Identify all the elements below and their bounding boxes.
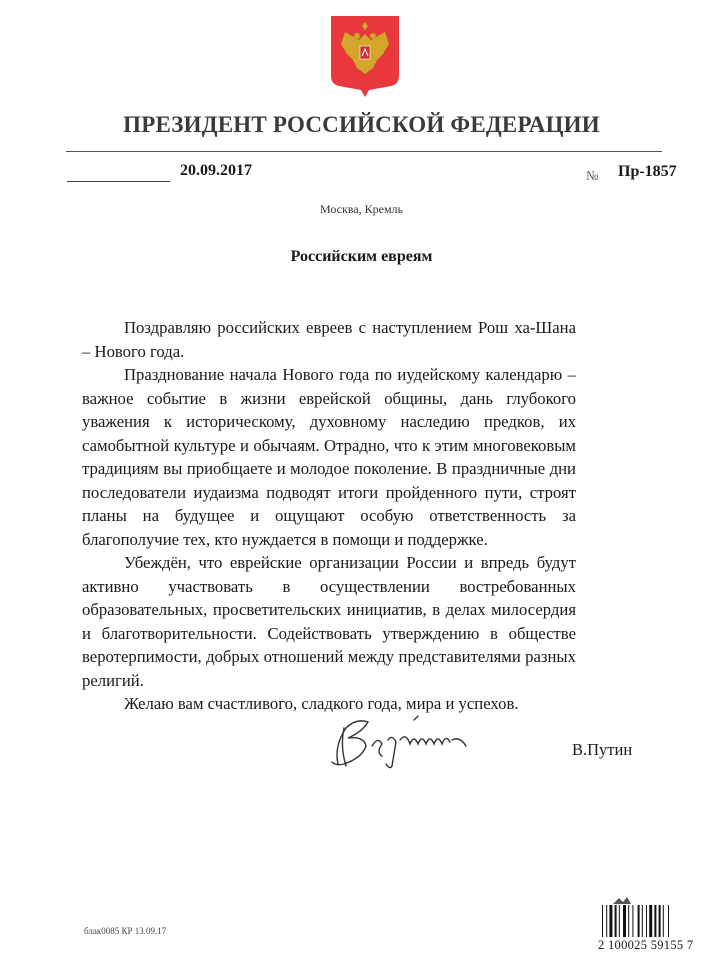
document-place: Москва, Кремль — [319, 202, 404, 216]
barcode-bar — [619, 905, 620, 937]
form-code: блак0085 КР 13.09.17 — [84, 926, 167, 936]
barcode-bar — [638, 905, 640, 937]
paragraph: Убеждён, что еврейские организации России и впредь будут активно участвовать в осуществлении востребованных образовательных, просветительских инициатив, в делах милосердия и благотворительности. Содействовать утверждению в обществе веротерпимости, добрых отношений между представителями разных религий. — [82, 553, 576, 690]
barcode-bar — [659, 905, 661, 937]
barcode-bar — [646, 905, 647, 937]
barcode-number: 2 100025 59155 7 — [598, 938, 694, 952]
barcode-bar — [606, 905, 607, 937]
document-date: 20.09.2017 — [180, 162, 252, 179]
barcode-bar — [609, 905, 612, 937]
barcode-bar — [623, 905, 626, 937]
signer-name: В.Путин — [572, 740, 633, 759]
coat-of-arms-emblem — [329, 14, 401, 98]
barcode — [600, 905, 704, 939]
salutation: Российским евреям — [290, 248, 433, 265]
header-divider — [66, 151, 662, 152]
barcode-bar — [628, 905, 629, 937]
document-header: ПРЕЗИДЕНТ РОССИЙСКОЙ ФЕДЕРАЦИИ — [123, 112, 600, 137]
barcode-bar — [649, 905, 652, 937]
document-number: Пр-1857 — [618, 163, 677, 180]
barcode-bar — [668, 905, 669, 937]
paragraph: Поздравляю российских евреев с наступлением Рош ха-Шана – Нового года. — [82, 318, 576, 361]
barcode-bar — [663, 905, 664, 937]
barcode-bar — [615, 905, 617, 937]
barcode-bar — [602, 905, 603, 937]
paragraph: Празднование начала Нового года по иудейскому календарю – важное событие в жизни еврейской общины, дань глубокого уважения к историческому, духовному наследию предков, их самобытной культуре и обычаям. Отрадно, что к этим многовековым традициям вы приобщаете и молодое поколение. В праздничные дни последователи иудаизма подводят итоги пройденного пути, строят планы на будущее и ощущают особую ответственность за благополучие тех, кто нуждается в помощи и поддержке. — [82, 365, 576, 549]
barcode-bar — [654, 905, 656, 937]
handwritten-signature — [326, 706, 526, 774]
barcode-bar — [632, 905, 633, 937]
printer-logo-icon — [611, 895, 633, 905]
letter-body — [82, 316, 576, 716]
date-underline — [67, 181, 170, 182]
barcode-bar — [642, 905, 643, 937]
number-sign: № — [586, 168, 599, 183]
paragraph: Желаю вам счастливого, сладкого года, мира и успехов. — [124, 694, 519, 713]
